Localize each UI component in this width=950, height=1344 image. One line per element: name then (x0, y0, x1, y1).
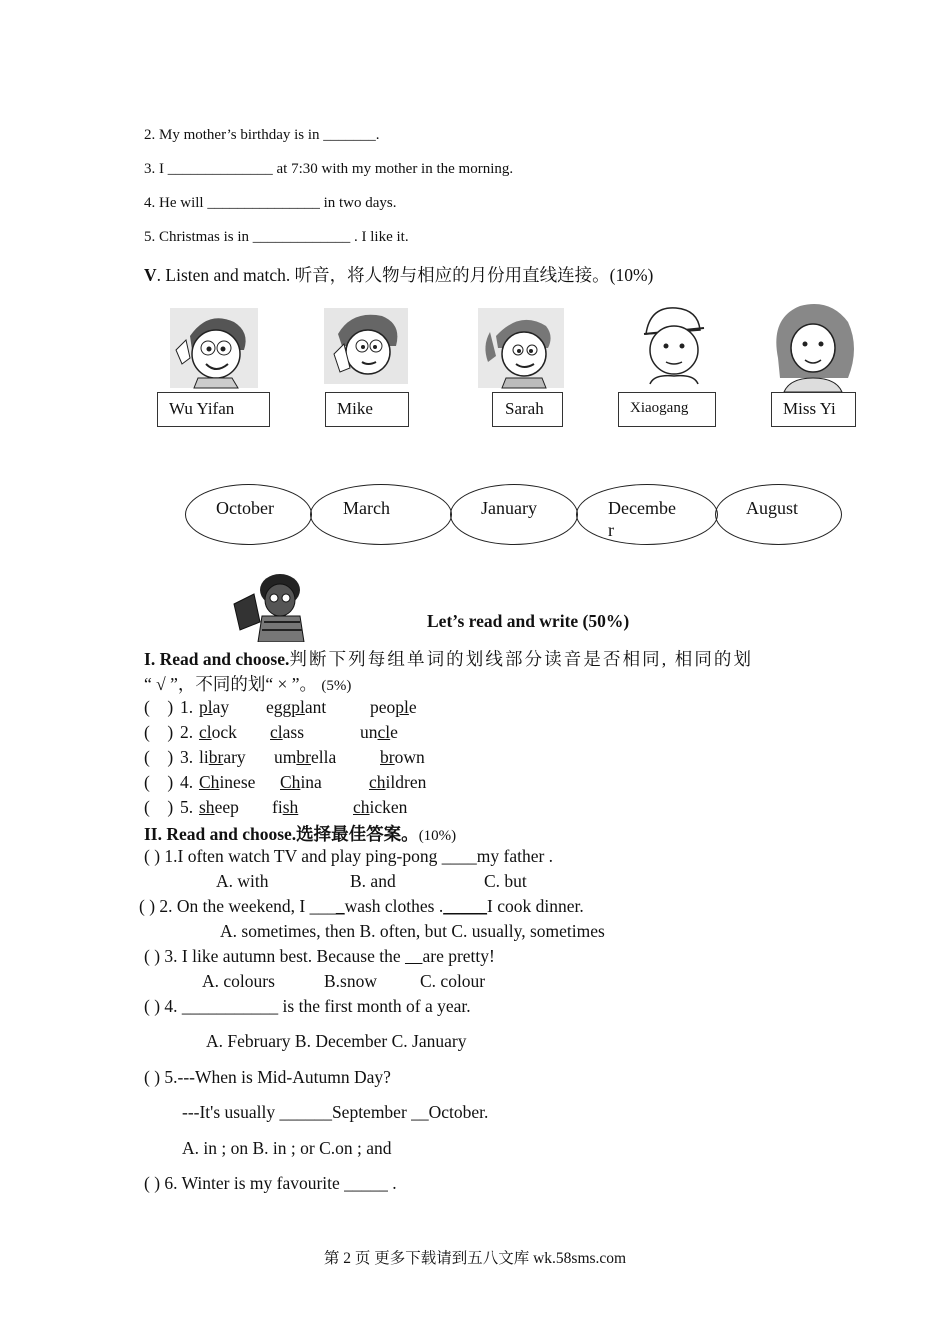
word-suffix: e (390, 722, 398, 742)
q3-option-a: A. colours (202, 971, 275, 991)
underlined-letters: sh (282, 797, 299, 817)
q5-answer-line: ---It's usually ______September __October. (182, 1102, 489, 1122)
fill-question-2: 2. My mother’s birthday is in _______. (144, 127, 380, 143)
word-prefix: egg (266, 697, 292, 717)
word-suffix: ina (300, 772, 322, 792)
underlined-letters: pl (291, 697, 305, 717)
choice-question-5: ( ) 5.---When is Mid-Autumn Day? (144, 1067, 391, 1087)
word-prefix: fi (272, 797, 283, 817)
word-suffix: ass (282, 722, 305, 742)
underlined-letters: cl (270, 722, 283, 742)
oval-month-october (185, 484, 312, 545)
q3-blank (405, 946, 423, 966)
section-5-roman: V (144, 265, 157, 285)
underlined-letters: Ch (199, 772, 220, 792)
part-2-roman: II (144, 824, 158, 844)
month-label-december-part1: Decembe (608, 498, 676, 518)
item-index: 3. (180, 747, 198, 767)
q2-blank-2: _____ (443, 896, 487, 916)
part-2-title: . Read and choose.选择最佳答案。 (157, 824, 419, 844)
item-number: ( ) (144, 722, 174, 742)
part-1-roman: I (144, 649, 151, 669)
underlined-letters: ch (353, 797, 370, 817)
word-1 (199, 697, 229, 718)
q1-option-c: C. but (484, 871, 527, 891)
name-box-sarah: Sarah (492, 392, 563, 427)
word-2 (274, 747, 336, 768)
part-2-heading (144, 821, 456, 846)
q3-option-c: C. colour (420, 971, 486, 991)
word-suffix: ary (223, 747, 246, 767)
name-box-wu-yifan: Wu Yifan (157, 392, 270, 427)
q3-start: ( ) 3. I like autumn best. Because the (144, 946, 405, 966)
fill-question-5: 5. Christmas is in _____________ . I like it. (144, 229, 409, 245)
month-label-december-part2: r (608, 520, 614, 540)
word-suffix: icken (369, 797, 408, 817)
q2-middle: wash clothes . (344, 896, 444, 916)
name-box-mike: Mike (325, 392, 409, 427)
word-3 (370, 697, 417, 718)
word-1 (199, 797, 239, 818)
fill-question-3: 3. I ______________ at 7:30 with my mother in the morning. (144, 161, 514, 177)
underlined-letters: pl (199, 697, 213, 717)
name-box-xiaogang: Xiaogang (618, 392, 716, 427)
underlined-letters: ch (369, 772, 386, 792)
word-prefix: peo (370, 697, 396, 717)
q5-options: A. in ; on B. in ; or C.on ; and (182, 1138, 392, 1158)
word-prefix: un (360, 722, 378, 742)
part-1-heading (144, 646, 753, 671)
word-1 (199, 772, 255, 793)
word-prefix: li (199, 747, 209, 767)
q2-blank-1: _ (335, 896, 345, 916)
q3-option-b: B.snow (324, 971, 377, 991)
q1-option-a: A. with (216, 871, 269, 891)
part-2-score: (10%) (418, 828, 457, 844)
oval-month-january (450, 484, 578, 545)
word-suffix: ildren (385, 772, 427, 792)
word-suffix: own (394, 747, 425, 767)
part-1-instruction-marks: “ √ ”，不同的划“ × ”。 (144, 674, 318, 694)
part-1-instruction-line-2 (144, 671, 351, 696)
word-1 (199, 747, 246, 768)
read-and-write-heading: Let’s read and write (50%) (427, 611, 630, 631)
word-prefix: um (274, 747, 297, 767)
q2-start: ( ) 2. On the weekend, I ___ (139, 896, 336, 916)
q3-end: are pretty! (422, 946, 495, 966)
underlined-letters: cl (199, 722, 212, 742)
q1-option-b: B. and (350, 871, 396, 891)
month-label-october: October (216, 498, 274, 518)
woman-curly-hair-picture (770, 298, 856, 392)
section-5-heading (144, 262, 653, 287)
underlined-letters: sh (199, 797, 215, 817)
boy-cap-picture (630, 300, 714, 388)
item-index: 1. (180, 697, 198, 717)
word-suffix: inese (219, 772, 256, 792)
choice-question-6: ( ) 6. Winter is my favourite _____ . (144, 1173, 397, 1193)
word-suffix: ock (211, 722, 237, 742)
oval-month-march (310, 484, 452, 545)
choice-question-3 (144, 946, 495, 967)
word-2 (270, 722, 304, 743)
word-suffix: ella (310, 747, 337, 767)
word-3 (353, 797, 407, 818)
choice-question-4: ( ) 4. ___________ is the first month of a year. (144, 996, 471, 1016)
word-suffix: eep (214, 797, 239, 817)
boy-thinking-picture (322, 306, 410, 386)
word-2 (266, 697, 326, 718)
q4-options: A. February B. December C. January (206, 1031, 467, 1051)
q2-options: A. sometimes, then B. often, but C. usually, sometimes (220, 921, 605, 941)
word-2 (272, 797, 298, 818)
month-label-january: January (481, 498, 537, 518)
month-label-august: August (746, 498, 799, 518)
item-index: 4. (180, 772, 194, 792)
choice-question-2 (139, 896, 584, 917)
oval-month-december (576, 484, 718, 545)
girl-ponytail-picture (476, 306, 566, 390)
word-1 (199, 722, 237, 743)
underlined-letters: br (296, 747, 311, 767)
word-3 (380, 747, 425, 768)
fill-question-4: 4. He will _______________ in two days. (144, 195, 397, 211)
page-footer: 第 2 页 更多下载请到五八文库 wk.58sms.com (323, 1250, 627, 1267)
q2-end: I cook dinner. (487, 896, 584, 916)
underlined-letters: br (380, 747, 395, 767)
word-suffix: ay (212, 697, 230, 717)
word-suffix: e (408, 697, 417, 717)
underlined-letters: pl (395, 697, 409, 717)
choice-question-1: ( ) 1.I often watch TV and play ping-pong ____my father . (144, 846, 554, 866)
oval-month-august (715, 484, 842, 545)
boy-waving-picture (168, 306, 260, 390)
word-3 (369, 772, 426, 793)
part-1-instruction-line-1: 判断下列每组单词的划线部分读音是否相同, 相同的划 (289, 649, 754, 669)
part-1-score: (5%) (321, 678, 352, 694)
name-box-miss-yi: Miss Yi (771, 392, 856, 427)
part-1-title: . Read and choose. (150, 649, 290, 669)
month-label-march: March (343, 498, 390, 518)
underlined-letters: Ch (280, 772, 301, 792)
underlined-letters: cl (377, 722, 391, 742)
item-index: 5. (180, 797, 194, 817)
underlined-letters: br (208, 747, 224, 767)
word-3 (360, 722, 398, 743)
item-number: ( ) (144, 797, 174, 817)
word-2 (280, 772, 322, 793)
boy-reading-picture (230, 570, 312, 642)
section-5-title: . Listen and match. 听音，将人物与相应的月份用直线连接。(10%) (156, 265, 654, 285)
item-number: ( ) (144, 772, 174, 792)
word-suffix: ant (304, 697, 327, 717)
item-index: 2. (180, 722, 198, 742)
item-number: ( ) (144, 697, 174, 717)
item-number: ( ) (144, 747, 174, 767)
